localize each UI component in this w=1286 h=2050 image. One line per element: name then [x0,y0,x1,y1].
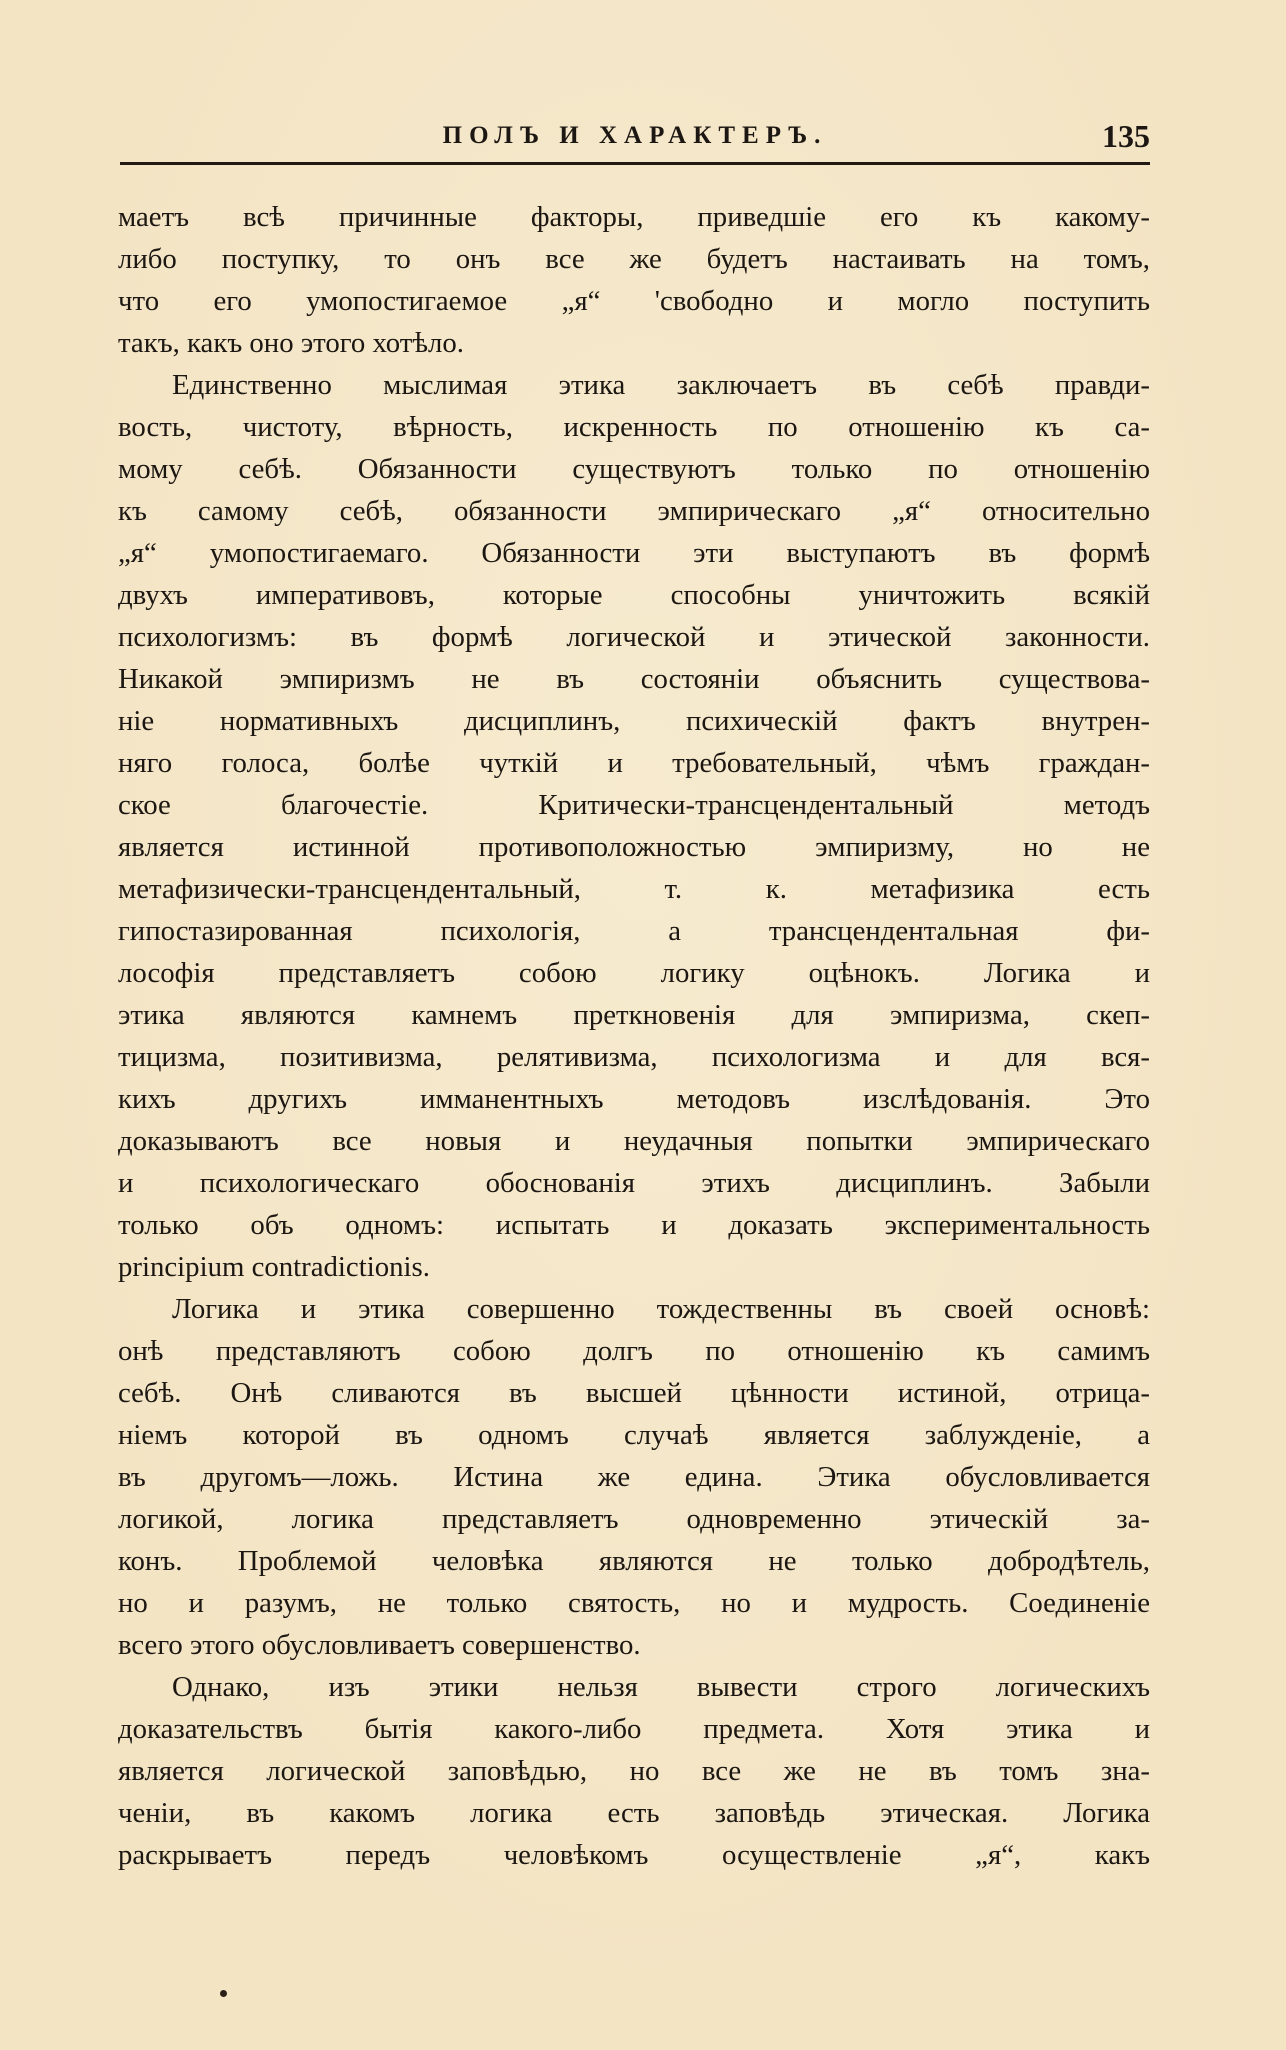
text-line: къ самому себѣ, обязанности эмпирическаго „я“ относительно [118,495,1150,527]
text-line: principium contradictionis. [118,1251,430,1283]
page-header [120,118,1150,162]
text-line: вость, чистоту, вѣрность, искренность по отношенію къ са- [118,411,1150,443]
paragraph [118,364,1150,1288]
text-line: всего этого обусловливаетъ совершенство. [118,1629,641,1661]
text-line: такъ, какъ оно этого хотѣло. [118,327,464,359]
text-line: въ другомъ—ложь. Истина же едина. Этика обусловливается [118,1461,1150,1493]
paragraph [118,1288,1150,1666]
text-line: „я“ умопостигаемаго. Обязанности эти выступаютъ въ формѣ [118,537,1150,569]
page-number: 135 [1102,118,1150,154]
text-line: этика являются камнемъ преткновенія для эмпиризма, скеп- [118,999,1150,1031]
text-line: няго голоса, болѣе чуткій и требовательный, чѣмъ граждан- [118,747,1150,779]
text-line: ское благочестіе. Критически-трансцендентальный методъ [118,789,1150,821]
body-text [118,196,1150,1876]
text-line: Никакой эмпиризмъ не въ состояніи объяснить существова- [118,663,1150,695]
text-line: психологизмъ: въ формѣ логической и этической законности. [118,621,1150,653]
paragraph [118,1666,1150,1876]
text-line: раскрываетъ передъ человѣкомъ осуществленіе „я“, какъ [118,1839,1150,1871]
text-line: метафизически-трансцендентальный, т. к. метафизика есть [118,873,1150,905]
text-line: гипостазированная психологія, а трансцендентальная фи- [118,915,1150,947]
text-line: маетъ всѣ причинные факторы, приведшіе его къ какому- [118,201,1150,233]
text-line: себѣ. Онѣ сливаются въ высшей цѣнности истиной, отрица- [118,1377,1150,1409]
text-line: Единственно мыслимая этика заключаетъ въ себѣ правди- [172,369,1150,401]
text-line: либо поступку, то онъ все же будетъ настаивать на томъ, [118,243,1150,275]
text-line: Логика и этика совершенно тождественны въ своей основѣ: [172,1293,1150,1325]
running-title: ПОЛЪ И ХАРАКТЕРЪ. [442,122,828,149]
text-line: мому себѣ. Обязанности существуютъ только по отношенію [118,453,1150,485]
text-line: только объ одномъ: испытать и доказать экспериментальность [118,1209,1150,1241]
text-line: ченіи, въ какомъ логика есть заповѣдь этическая. Логика [118,1797,1150,1829]
paragraph [118,196,1150,364]
text-line: двухъ императивовъ, которые способны уничтожить всякій [118,579,1150,611]
ink-speck [220,1990,227,1997]
text-line: является истинной противоположностью эмпиризму, но не [118,831,1150,863]
text-line: лософія представляетъ собою логику оцѣнокъ. Логика и [118,957,1150,989]
header-rule [120,162,1150,165]
text-line: логикой, логика представляетъ одновременно этическій за- [118,1503,1150,1535]
text-line: ніе нормативныхъ дисциплинъ, психическій фактъ внутрен- [118,705,1150,737]
text-line: но и разумъ, не только святость, но и мудрость. Соединеніе [118,1587,1150,1619]
text-line: Однако, изъ этики нельзя вывести строго логическихъ [172,1671,1150,1703]
text-line: кихъ другихъ имманентныхъ методовъ изслѣдованія. Это [118,1083,1150,1115]
text-line: и психологическаго обоснованія этихъ дисциплинъ. Забыли [118,1167,1150,1199]
text-line: ніемъ которой въ одномъ случаѣ является заблужденіе, а [118,1419,1150,1451]
text-line: доказательствъ бытія какого-либо предмета. Хотя этика и [118,1713,1150,1745]
text-line: конъ. Проблемой человѣка являются не только добродѣтель, [118,1545,1150,1577]
text-line: что его умопостигаемое „я“ 'свободно и могло поступить [118,285,1150,317]
text-line: онѣ представляютъ собою долгъ по отношенію къ самимъ [118,1335,1150,1367]
text-line: является логической заповѣдью, но все же не въ томъ зна- [118,1755,1150,1787]
text-line: доказываютъ все новыя и неудачныя попытки эмпирическаго [118,1125,1150,1157]
text-line: тицизма, позитивизма, релятивизма, психологизма и для вся- [118,1041,1150,1073]
